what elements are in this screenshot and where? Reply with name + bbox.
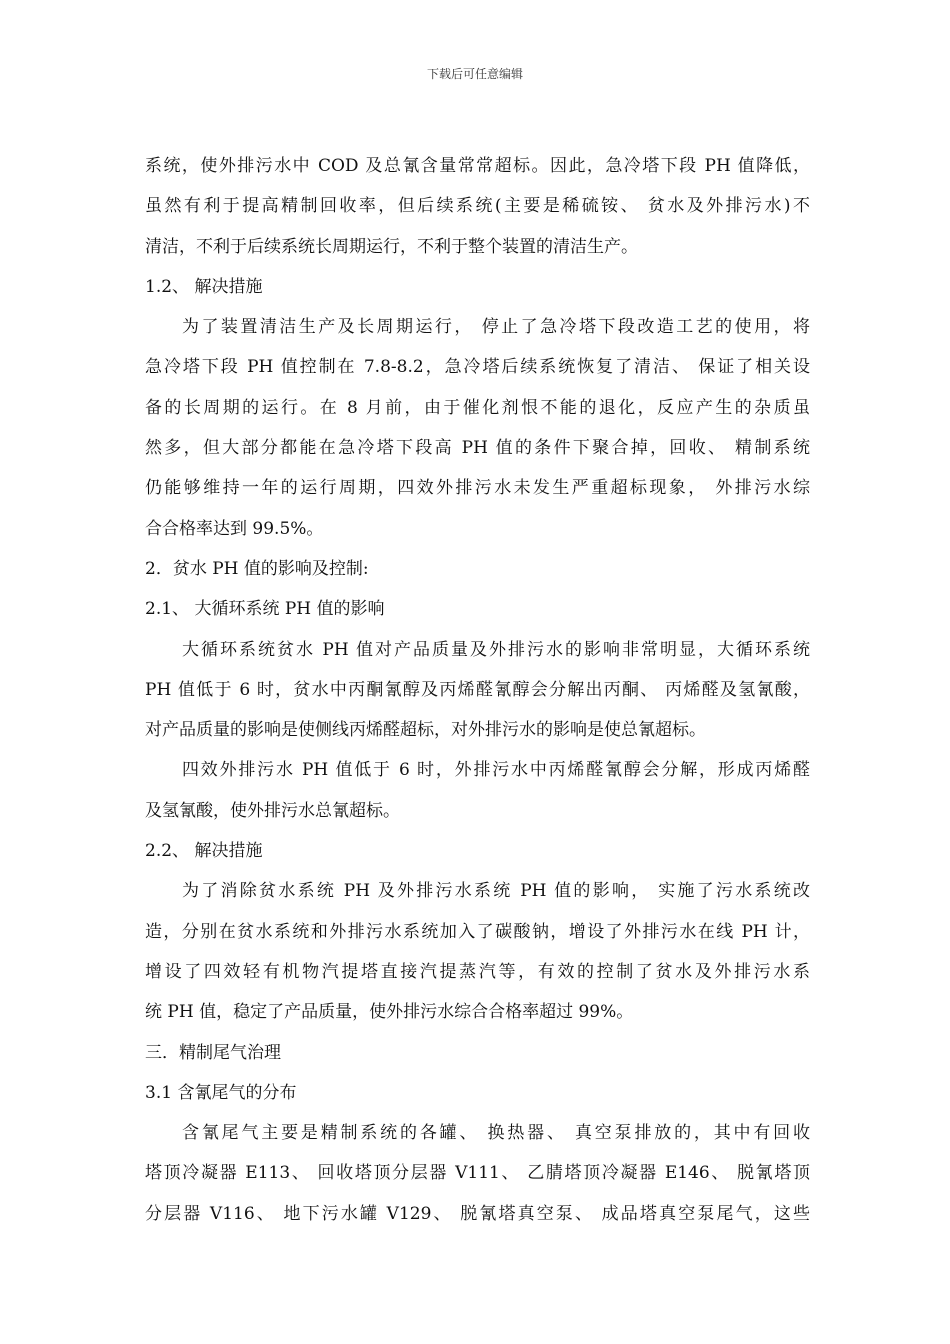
text-line: 2.1、 大循环系统 PH 值的影响 [145, 599, 385, 620]
text-line: 2.2、 解决措施 [145, 841, 263, 862]
text-line: 备的长周期的运行。在 8 月前，由于催化剂恨不能的退化，反应产生的杂质虽 [145, 397, 810, 418]
text-line: 为了消除贫水系统 PH 及外排污水系统 PH 值的影响， 实施了污水系统改 [182, 881, 810, 902]
text-line: 合合格率达到 99.5%。 [145, 518, 324, 539]
text-line: 大循环系统贫水 PH 值对产品质量及外排污水的影响非常明显，大循环系统 [182, 639, 810, 660]
text-line: 仍能够维持一年的运行周期，四效外排污水未发生严重超标现象， 外排污水综 [145, 478, 810, 499]
text-line: 为了装置清洁生产及长周期运行， 停止了急冷塔下段改造工艺的使用，将 [182, 317, 810, 338]
text-line: 及氢氰酸，使外排污水总氰超标。 [145, 800, 400, 821]
text-line: 三．精制尾气治理 [145, 1042, 281, 1063]
text-line: 急冷塔下段 PH 值控制在 7.8-8.2，急冷塔后续系统恢复了清洁、 保证了相关设 [145, 357, 810, 378]
text-line: 分层器 V116、 地下污水罐 V129、 脱氰塔真空泵、 成品塔真空泵尾气，这些 [145, 1203, 810, 1224]
document-body [145, 146, 810, 1234]
text-line: 2．贫水 PH 值的影响及控制: [145, 558, 369, 579]
text-line: 系统，使外排污水中 COD 及总氰含量常常超标。因此，急冷塔下段 PH 值降低， [145, 156, 810, 176]
text-line: 对产品质量的影响是使侧线丙烯醛超标，对外排污水的影响是使总氰超标。 [145, 720, 706, 741]
text-line: 四效外排污水 PH 值低于 6 时，外排污水中丙烯醛氰醇会分解，形成丙烯醛 [182, 760, 810, 781]
text-line: 3.1 含氰尾气的分布 [145, 1082, 297, 1103]
page-header: 下载后可任意编辑 [426, 67, 523, 81]
text-line: 1.2、 解决措施 [145, 276, 263, 297]
text-line: 增设了四效轻有机物汽提塔直接汽提蒸汽等，有效的控制了贫水及外排污水系 [145, 961, 810, 982]
text-line: 塔顶冷凝器 E113、 回收塔顶分层器 V111、 乙腈塔顶冷凝器 E146、 脱氰塔顶 [145, 1163, 810, 1184]
text-line: 然多，但大部分都能在急冷塔下段高 PH 值的条件下聚合掉，回收、 精制系统 [145, 438, 810, 459]
text-line: PH 值低于 6 时，贫水中丙酮氰醇及丙烯醛氰醇会分解出丙酮、 丙烯醛及氢氰酸， [145, 679, 810, 700]
text-line: 含氰尾气主要是精制系统的各罐、 换热器、 真空泵排放的，其中有回收 [182, 1123, 810, 1144]
text-line: 虽然有利于提高精制回收率，但后续系统(主要是稀硫铵、 贫水及外排污水)不 [145, 196, 810, 217]
text-line: 统 PH 值，稳定了产品质量，使外排污水综合合格率超过 99%。 [145, 1002, 634, 1023]
text-line: 清洁，不利于后续系统长周期运行，不利于整个装置的清洁生产。 [145, 236, 638, 257]
text-line: 造，分别在贫水系统和外排污水系统加入了碳酸钠，增设了外排污水在线 PH 计， [145, 921, 810, 942]
